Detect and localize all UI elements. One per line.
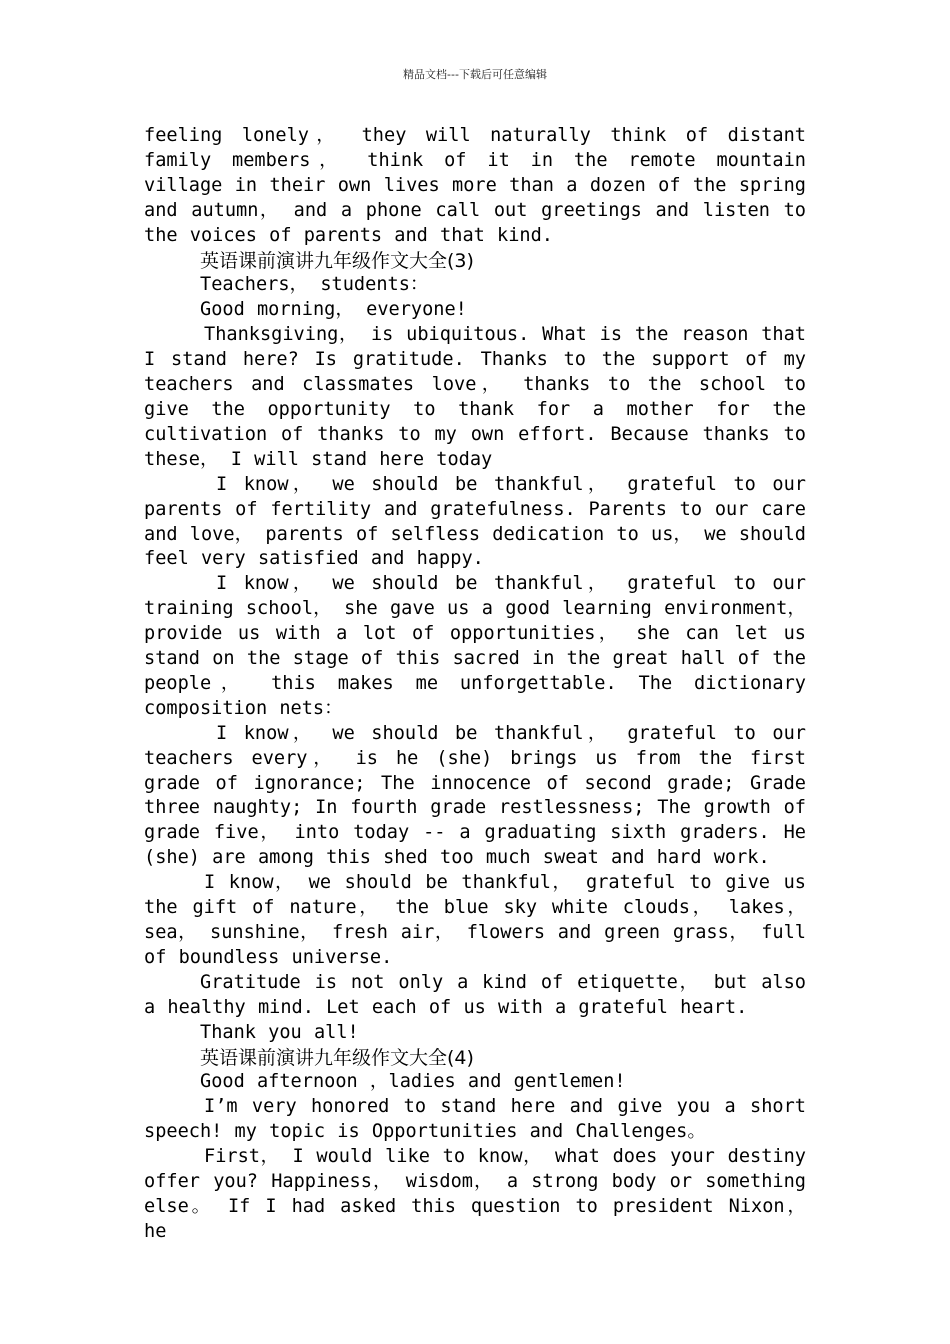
paragraph: I’m very honored to stand here and give you a short speech! my topic is Opportunities and Challenges。 — [144, 1096, 806, 1143]
page-header: 精品文档---下载后可任意编辑 — [403, 68, 547, 81]
paragraph: Gratitude is not only a kind of etiquette， but also a healthy mind. Let each of us with a grateful heart. — [144, 971, 806, 1018]
paragraph: Good morning， everyone! — [200, 299, 467, 321]
paragraph: I know， we should be thankful， grateful to give us the gift of nature， the blue sky white clouds， lakes， sea， sunshine， fresh air， flowers and green grass， full of boundless universe. — [144, 872, 806, 968]
paragraph: I know， we should be thankful， grateful to our teachers every， is he (she) brings us from the first grade of ignorance; The innocence of second grade; Grade three naughty; In fourth grade restlessness; The growth of grade five， into today -- a graduating sixth graders. He (she) are among this shed too much sweat and hard work. — [144, 722, 806, 869]
document-body — [144, 124, 806, 1245]
paragraph: feeling lonely， they will naturally think of distant family members， think of it in the remote mountain village in their own lives more than a dozen of the spring and autumn， and a phone call out greetings and listen to the voices of parents and that kind. — [144, 125, 806, 246]
paragraph: Good afternoon ，ladies and gentlemen! — [200, 1071, 626, 1093]
paragraph: I know， we should be thankful， grateful to our training school， she gave us a good learning environment， provide us with a lot of opportunities， she can let us stand on the stage of this sacred in the great hall of the people， this makes me unforgettable. The dictionary composition nets： — [144, 573, 806, 719]
section-heading: 英语课前演讲九年级作文大全(3) — [200, 249, 474, 272]
paragraph: Thank you all! — [200, 1021, 359, 1043]
paragraph: Thanksgiving， is ubiquitous. What is the reason that I stand here? Is gratitude. Thanks to the support of my teachers and classmates love， thanks to the school to give the opportunity to thank for a mother for the cultivation of thanks to my own effort. Because thanks to these， I will stand here today — [144, 324, 806, 470]
paragraph: I know， we should be thankful， grateful to our parents of fertility and gratefulness. Parents to our care and love， parents of selfless dedication to us， we should feel very satisfied and happy. — [144, 473, 806, 570]
paragraph: Teachers， students： — [200, 274, 429, 296]
section-heading: 英语课前演讲九年级作文大全(4) — [200, 1046, 474, 1069]
paragraph: First， I would like to know， what does your destiny offer you? Happiness， wisdom， a strong body or something else。 If I had asked this question to president Nixon， he — [144, 1146, 806, 1242]
